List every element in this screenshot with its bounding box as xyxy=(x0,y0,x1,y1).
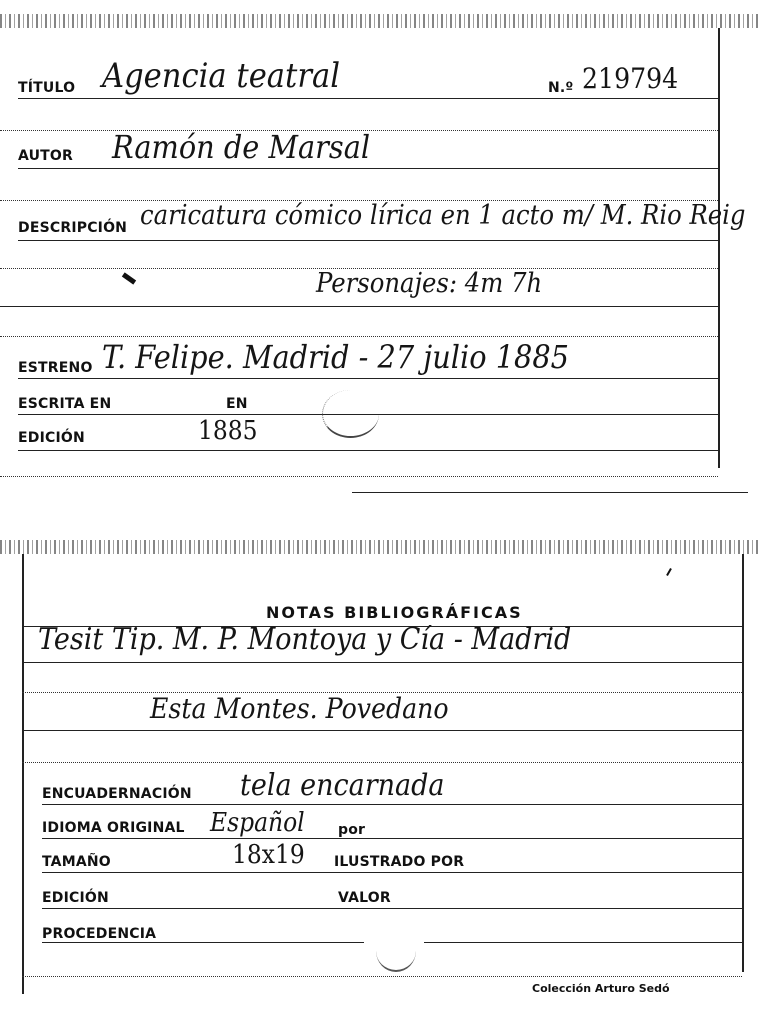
rule xyxy=(424,942,742,943)
rule xyxy=(22,730,742,731)
rule xyxy=(42,872,742,873)
card-top-edge xyxy=(0,14,759,28)
encuadernacion-label: ENCUADERNACIÓN xyxy=(42,786,192,802)
rule xyxy=(0,336,718,337)
ink-mark xyxy=(122,272,136,284)
tamano-label: TAMAÑO xyxy=(42,854,111,870)
numero-value: 219794 xyxy=(582,62,679,95)
card-right-border xyxy=(742,554,744,972)
rule xyxy=(22,976,742,977)
ilustrado-label: ILUSTRADO POR xyxy=(334,854,465,870)
smudge xyxy=(376,930,416,972)
ink-mark xyxy=(666,568,672,576)
rule xyxy=(22,662,742,663)
idioma-label: IDIOMA ORIGINAL xyxy=(42,820,185,836)
nota-1: Tesit Tip. M. P. Montoya y Cía - Madrid xyxy=(38,622,572,657)
catalog-card-bottom xyxy=(0,540,759,1028)
rule xyxy=(42,942,364,943)
rule xyxy=(18,98,718,99)
autor-value: Ramón de Marsal xyxy=(112,128,371,166)
edicion-label-2: EDICIÓN xyxy=(42,890,109,906)
rule xyxy=(18,168,718,169)
notas-heading: NOTAS BIBLIOGRÁFICAS xyxy=(266,603,523,622)
estreno-label: ESTRENO xyxy=(18,360,93,376)
smudge xyxy=(322,390,379,438)
edicion-label: EDICIÓN xyxy=(18,430,85,446)
rule xyxy=(0,476,718,477)
rule xyxy=(42,804,742,805)
rule xyxy=(42,838,742,839)
card-right-border xyxy=(718,28,720,468)
rule xyxy=(18,240,718,241)
tamano-value: 18x19 xyxy=(232,840,305,870)
descripcion-label: DESCRIPCIÓN xyxy=(18,220,128,236)
titulo-label: TÍTULO xyxy=(18,80,76,96)
autor-label: AUTOR xyxy=(18,148,74,164)
catalog-card-top xyxy=(0,0,759,500)
por-label: por xyxy=(338,822,366,838)
en-label: EN xyxy=(226,396,248,412)
card-left-border xyxy=(22,554,24,994)
numero-label: N.º xyxy=(548,80,574,96)
rule xyxy=(22,762,742,763)
edicion-value: 1885 xyxy=(198,416,258,446)
descripcion-value-2: Personajes: 4m 7h xyxy=(316,268,543,299)
idioma-value: Español xyxy=(210,808,305,838)
collection-credit: Colección Arturo Sedó xyxy=(532,982,670,995)
descripcion-value: caricatura cómico lírica en 1 acto m/ M. Rio Reig xyxy=(140,200,746,231)
procedencia-label: PROCEDENCIA xyxy=(42,926,157,942)
titulo-value: Agencia teatral xyxy=(102,56,341,96)
valor-label: VALOR xyxy=(338,890,391,906)
rule xyxy=(352,492,748,493)
escrita-en-label: ESCRITA EN xyxy=(18,396,112,412)
card-top-edge xyxy=(0,540,759,554)
rule xyxy=(18,378,718,379)
rule xyxy=(42,908,742,909)
nota-2: Esta Montes. Povedano xyxy=(150,692,449,725)
rule xyxy=(18,450,718,451)
encuadernacion-value: tela encarnada xyxy=(240,768,445,803)
rule xyxy=(0,306,718,307)
estreno-value: T. Felipe. Madrid - 27 julio 1885 xyxy=(102,338,569,376)
